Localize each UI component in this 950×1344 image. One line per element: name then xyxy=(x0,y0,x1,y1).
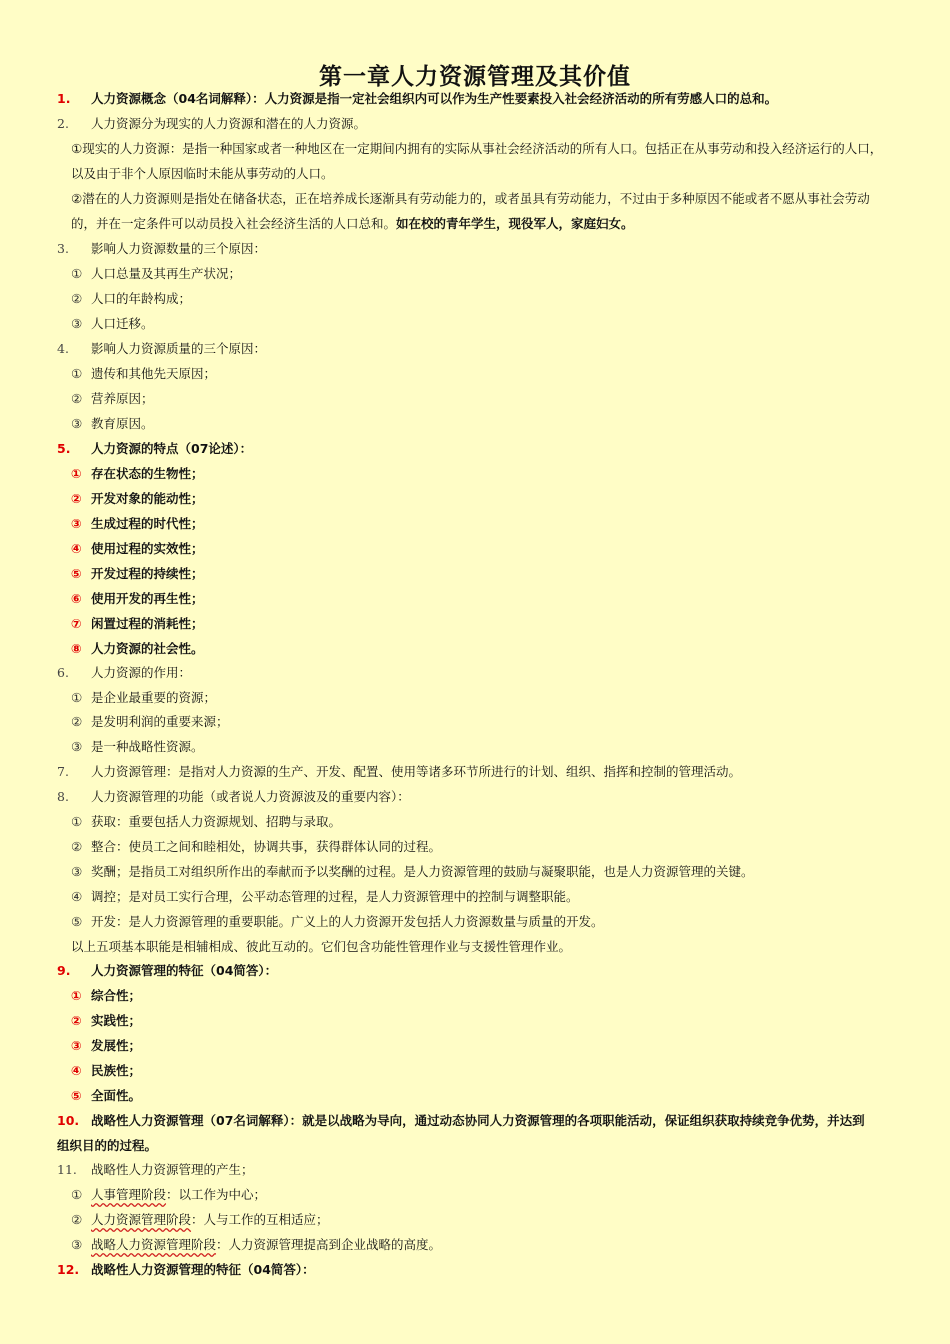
item-1 xyxy=(57,90,777,108)
circled-number: ③ xyxy=(71,516,82,531)
underlined-term: 战略人力资源管理阶段 xyxy=(91,1237,217,1252)
sub-item xyxy=(71,515,204,533)
item-text: 组织目的的过程。 xyxy=(57,1138,158,1153)
item-5 xyxy=(57,440,252,458)
circled-number: ① xyxy=(71,1187,83,1202)
item-text: 奖酬；是指员工对组织所作出的奉献而予以奖酬的过程。是人力资源管理的鼓励与凝聚职能，也是人力资源管理的关键。 xyxy=(91,864,754,879)
item-text: 使用开发的再生性； xyxy=(91,591,204,606)
item-8-summary xyxy=(71,938,571,956)
page-title: 第一章人力资源管理及其价值 xyxy=(319,63,631,90)
circled-number: ⑤ xyxy=(71,566,82,581)
item-number: 5. xyxy=(57,441,71,456)
underlined-term: 人力资源管理阶段 xyxy=(91,1212,192,1227)
item-2b-cont xyxy=(71,215,634,233)
item-text: ②潜在的人力资源则是指处在储备状态，正在培养成长逐渐具有劳动能力的，或者虽具有劳动能力，不过由于多种原因不能或者不愿从事社会劳动 xyxy=(71,191,870,206)
sub-item xyxy=(71,1012,141,1030)
item-number: 7. xyxy=(57,764,69,779)
item-number: 1. xyxy=(57,91,71,106)
item-text: 整合：使员工之间和睦相处，协调共事，获得群体认同的过程。 xyxy=(91,839,442,854)
item-text: 开发：是人力资源管理的重要职能。广义上的人力资源开发包括人力资源数量与质量的开发。 xyxy=(91,914,604,929)
item-text: 综合性； xyxy=(91,988,142,1003)
item-7 xyxy=(57,763,741,781)
item-11 xyxy=(57,1161,254,1179)
sub-item xyxy=(71,738,204,756)
item-4 xyxy=(57,340,266,358)
sub-item xyxy=(71,615,204,633)
item-text: 调控；是对员工实行合理，公平动态管理的过程，是人力资源管理中的控制与调整职能。 xyxy=(91,889,579,904)
item-text: 人口的年龄构成； xyxy=(91,291,192,306)
item-number: 2. xyxy=(57,116,69,131)
item-2a-cont xyxy=(71,165,334,183)
sub-item xyxy=(71,540,204,558)
sub-item xyxy=(71,315,154,333)
item-text: 人力资源管理的功能（或者说人力资源波及的重要内容）： xyxy=(91,789,410,804)
item-number: 10. xyxy=(57,1113,80,1128)
item-2a xyxy=(71,140,882,158)
item-text: 人力资源管理的特征（04简答）： xyxy=(91,963,278,978)
circled-number: ⑦ xyxy=(71,616,82,631)
circled-number: ③ xyxy=(71,416,83,431)
item-text: 是企业最重要的资源； xyxy=(91,690,217,705)
sub-item xyxy=(71,838,441,856)
circled-number: ③ xyxy=(71,739,83,754)
sub-item xyxy=(71,689,216,707)
sub-item xyxy=(71,1186,266,1204)
item-text: 人力资源管理：是指对人力资源的生产、开发、配置、使用等诸多环节所进行的计划、组织、指挥和控制的管理活动。 xyxy=(91,764,742,779)
item-text: 营养原因； xyxy=(91,391,154,406)
underlined-term: 人事管理阶段 xyxy=(91,1187,167,1202)
item-number: 6. xyxy=(57,665,69,680)
item-text: 以上五项基本职能是相辅相成、彼此互动的。它们包含功能性管理作业与支援性管理作业。 xyxy=(71,939,572,954)
item-text: ：以工作为中心； xyxy=(166,1187,267,1202)
item-number: 3. xyxy=(57,241,69,256)
sub-item xyxy=(71,465,204,483)
circled-number: ③ xyxy=(71,316,83,331)
circled-number: ① xyxy=(71,466,82,481)
sub-item xyxy=(71,1211,329,1229)
item-text: 人口总量及其再生产状况； xyxy=(91,266,242,281)
item-text: 人力资源概念（04名词解释）：人力资源是指一定社会组织内可以作为生产性要素投入社会经济活动的所有劳感人口的总和。 xyxy=(91,91,778,106)
item-text: 以及由于非个人原因临时未能从事劳动的人口。 xyxy=(71,166,334,181)
item-text: 闲置过程的消耗性； xyxy=(91,616,204,631)
sub-item xyxy=(71,1087,141,1105)
item-text: 遗传和其他先天原因； xyxy=(91,366,217,381)
item-text: 是发明利润的重要来源； xyxy=(91,714,229,729)
sub-item xyxy=(71,365,216,383)
item-text: 使用过程的实效性； xyxy=(91,541,204,556)
item-number: 8. xyxy=(57,789,69,804)
circled-number: ⑤ xyxy=(71,1088,82,1103)
circled-number: ⑥ xyxy=(71,591,82,606)
circled-number: ④ xyxy=(71,541,82,556)
item-text: ：人与工作的互相适应； xyxy=(191,1212,329,1227)
circled-number: ① xyxy=(71,690,83,705)
circled-number: ② xyxy=(71,391,83,406)
sub-item xyxy=(71,987,141,1005)
item-number: 4. xyxy=(57,341,69,356)
sub-item xyxy=(71,565,204,583)
item-number: 11. xyxy=(57,1162,77,1177)
item-text: 获取：重要包括人力资源规划、招聘与录取。 xyxy=(91,814,342,829)
sub-item xyxy=(71,290,191,308)
item-text: 人力资源的社会性。 xyxy=(91,641,204,656)
item-text: 教育原因。 xyxy=(91,416,154,431)
item-text: 人力资源的作用： xyxy=(91,665,192,680)
sub-item xyxy=(71,640,204,658)
circled-number: ② xyxy=(71,491,82,506)
item-text: 存在状态的生物性； xyxy=(91,466,204,481)
item-text: 开发过程的持续性； xyxy=(91,566,204,581)
sub-item xyxy=(71,863,754,881)
item-3 xyxy=(57,240,266,258)
item-12 xyxy=(57,1261,315,1279)
circled-number: ① xyxy=(71,814,83,829)
circled-number: ④ xyxy=(71,1063,82,1078)
sub-item xyxy=(71,390,154,408)
item-number: 12. xyxy=(57,1262,80,1277)
item-text: 人力资源的特点（07论述）： xyxy=(91,441,253,456)
item-text: 战略性人力资源管理的特征（04简答）： xyxy=(91,1262,315,1277)
item-6 xyxy=(57,664,191,682)
item-8 xyxy=(57,788,410,806)
item-text: 影响人力资源数量的三个原因： xyxy=(91,241,267,256)
sub-item xyxy=(71,1062,141,1080)
sub-item xyxy=(71,913,604,931)
item-2 xyxy=(57,115,366,133)
circled-number: ② xyxy=(71,1013,82,1028)
item-10-cont xyxy=(57,1137,157,1155)
item-number: 9. xyxy=(57,963,71,978)
item-text: ①现实的人力资源：是指一种国家或者一种地区在一定期间内拥有的实际从事社会经济活动的所有人口。包括正在从事劳动和投入经济运行的人口， xyxy=(71,141,883,156)
circled-number: ③ xyxy=(71,1237,83,1252)
circled-number: ① xyxy=(71,266,83,281)
item-9 xyxy=(57,962,277,980)
item-text: 战略性人力资源管理的产生； xyxy=(91,1162,254,1177)
item-text: ：人力资源管理提高到企业战略的高度。 xyxy=(216,1237,442,1252)
circled-number: ③ xyxy=(71,1038,82,1053)
item-text: 发展性； xyxy=(91,1038,142,1053)
item-text-bold: 如在校的青年学生，现役军人，家庭妇女。 xyxy=(396,216,634,231)
item-text: 是一种战略性资源。 xyxy=(91,739,204,754)
circled-number: ⑤ xyxy=(71,914,83,929)
item-text: 生成过程的时代性； xyxy=(91,516,204,531)
circled-number: ⑧ xyxy=(71,641,82,656)
circled-number: ② xyxy=(71,291,83,306)
sub-item xyxy=(71,1037,141,1055)
item-text: 民族性； xyxy=(91,1063,142,1078)
item-text: 全面性。 xyxy=(91,1088,142,1103)
item-text: 人口迁移。 xyxy=(91,316,154,331)
item-text: 开发对象的能动性； xyxy=(91,491,204,506)
sub-item xyxy=(71,490,204,508)
sub-item xyxy=(71,415,154,433)
circled-number: ③ xyxy=(71,864,83,879)
circled-number: ② xyxy=(71,714,83,729)
circled-number: ① xyxy=(71,988,82,1003)
item-text: 实践性； xyxy=(91,1013,142,1028)
item-text: 人力资源分为现实的人力资源和潜在的人力资源。 xyxy=(91,116,367,131)
item-10 xyxy=(57,1112,865,1130)
item-2b xyxy=(71,190,870,208)
sub-item xyxy=(71,265,241,283)
sub-item xyxy=(71,1236,441,1254)
circled-number: ④ xyxy=(71,889,83,904)
item-text: 的，并在一定条件可以动员投入社会经济生活的人口总和。 xyxy=(71,216,397,231)
sub-item xyxy=(71,590,204,608)
sub-item xyxy=(71,888,579,906)
item-text: 影响人力资源质量的三个原因： xyxy=(91,341,267,356)
circled-number: ① xyxy=(71,366,83,381)
sub-item xyxy=(71,813,341,831)
circled-number: ② xyxy=(71,839,83,854)
circled-number: ② xyxy=(71,1212,83,1227)
item-text: 战略性人力资源管理（07名词解释）：就是以战略为导向，通过动态协同人力资源管理的各项职能活动，保证组织获取持续竞争优势，并达到 xyxy=(91,1113,865,1128)
sub-item xyxy=(71,713,229,731)
